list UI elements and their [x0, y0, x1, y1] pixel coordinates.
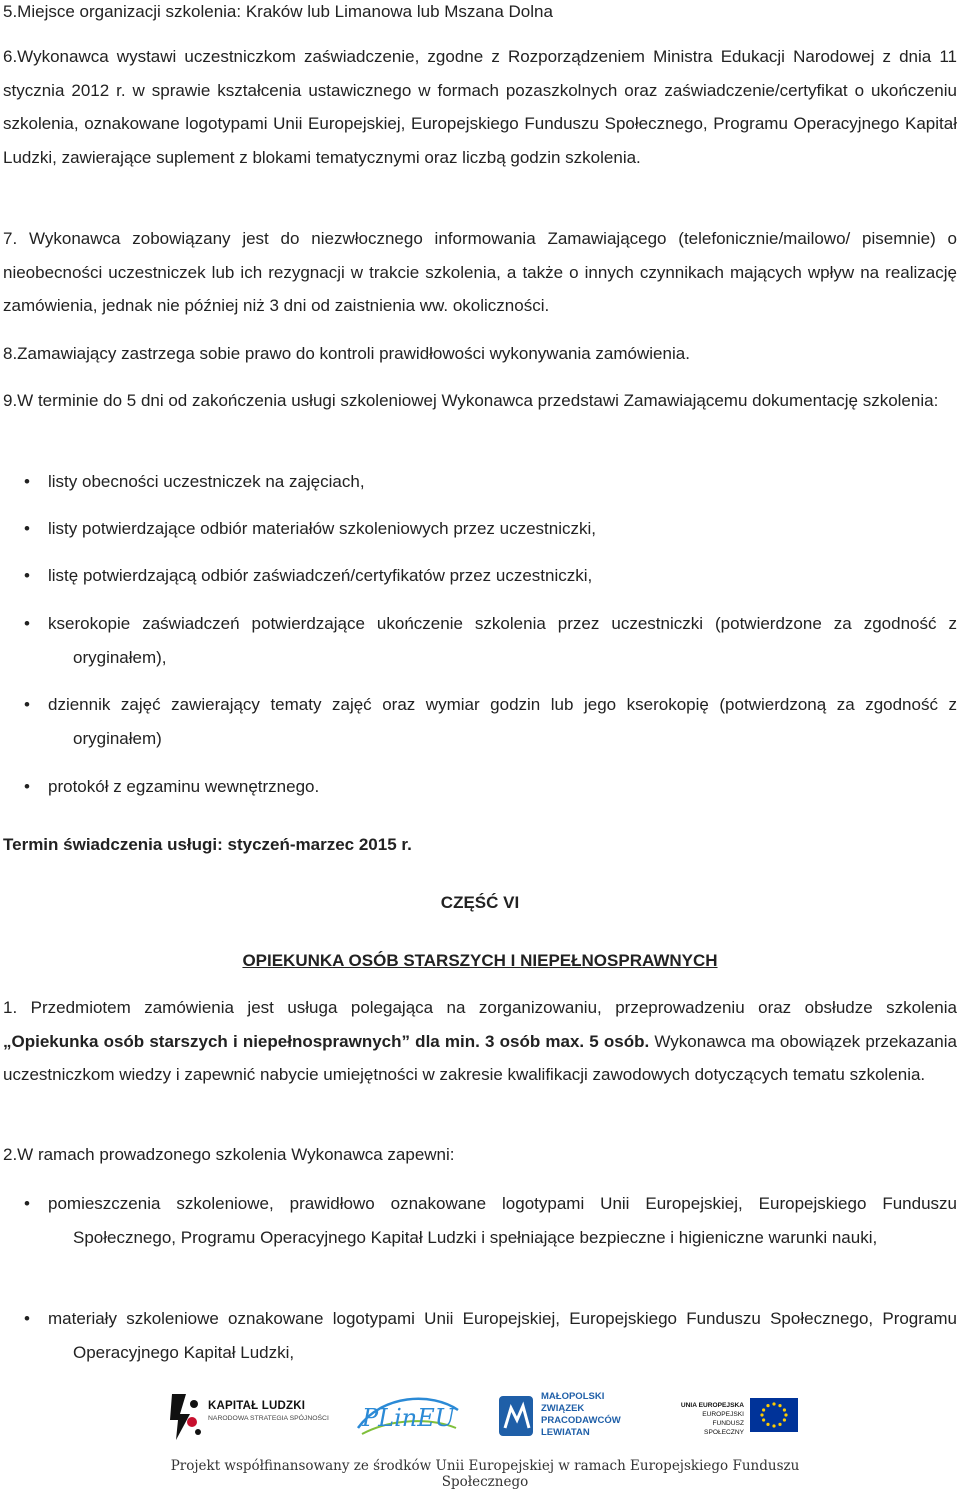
eu-line-1: UNIA EUROPEJSKA — [680, 1402, 744, 1409]
eu-line-3: FUNDUSZ SPOŁECZNY — [704, 1420, 744, 1436]
paragraph-5: 5.Miejsce organizacji szkolenia: Kraków lub Limanowa lub Mszana Dolna — [3, 2, 553, 21]
bullet-icon: • — [24, 695, 30, 714]
mzpl-emblem-icon — [497, 1394, 535, 1438]
bullet-icon: • — [24, 472, 30, 491]
bullet-icon: • — [24, 614, 30, 633]
plineu-logo — [352, 1388, 464, 1444]
list-item-text: dziennik zajęć zawierający tematy zajęć oraz wymiar godzin lub jego kserokopię (potwierdzoną za zgodność z oryginałem) — [48, 695, 957, 748]
list-item — [24, 1302, 957, 1369]
service-term: Termin świadczenia usługi: styczeń-marzec 2015 r. — [3, 835, 412, 854]
s1-text-a: 1. Przedmiotem zamówienia jest usługa polegająca na zorganizowaniu, przeprowadzeniu oraz obsłudze szkolenia — [3, 998, 957, 1017]
paragraph-7: 7. Wykonawca zobowiązany jest do niezwłocznego informowania Zamawiającego (telefonicznie/mailowo/ pisemnie) o nieobecności uczestniczek lub ich rezygnacji w trakcie szkolenia, a także o innych czynnikach mających wpływ na realizację zamówienia, jednak nie później niż 3 dni od zaistnienia ww. okoliczności. — [3, 229, 957, 315]
paragraph-9: 9.W terminie do 5 dni od zakończenia usługi szkoleniowej Wykonawca przedstawi Zamawiającemu dokumentację szkolenia: — [3, 391, 939, 410]
kapital-ludzki-logo — [168, 1388, 333, 1444]
list-item — [24, 688, 957, 755]
mzpl-line-2: ZWIĄZEK — [541, 1403, 585, 1414]
paragraph-6: 6.Wykonawca wystawi uczestniczkom zaświadczenie, zgodne z Rozporządzeniem Ministra Edukacji Narodowej z dnia 11 stycznia 2012 r. w sprawie kształcenia ustawicznego w formach pozaszkolnych oraz zaświadczenie/certyfikat o ukończeniu szkolenia, oznakowane logotypami Unii Europejskiej, Europejskiego Funduszu Społecznego, Programu Operacyjnego Kapitał Ludzki, zawierające suplement z blokami tematycznymi oraz liczbą godzin szkolenia. — [3, 47, 957, 167]
kapital-ludzki-subtitle: NARODOWA STRATEGIA SPÓJNOŚCI — [208, 1415, 329, 1422]
bullet-icon: • — [24, 1194, 30, 1213]
list-item-text: pomieszczenia szkoleniowe, prawidłowo oznakowane logotypami Unii Europejskiej, Europejskiego Funduszu Społecznego, Programu Operacyjnego Kapitał Ludzki i spełniające bezpieczne i higieniczne warunki nauki, — [48, 1194, 957, 1247]
plineu-wordmark: PLinEU — [362, 1404, 455, 1432]
footer-logos — [0, 1388, 960, 1446]
kapital-ludzki-emblem-icon — [168, 1392, 204, 1442]
list-item — [24, 512, 957, 546]
bullet-icon: • — [24, 777, 30, 796]
mzpl-line-4: LEWIATAN — [541, 1427, 590, 1438]
kapital-ludzki-title: KAPITAŁ LUDZKI — [208, 1400, 306, 1412]
bullet-icon: • — [24, 519, 30, 538]
mzpl-logo — [497, 1388, 637, 1444]
eu-flag-icon — [750, 1398, 798, 1432]
footer-text: Projekt współfinansowany ze środków Unii Europejskiej w ramach Europejskiego Funduszu Społecznego — [170, 1458, 800, 1490]
list-item — [24, 607, 957, 674]
mzpl-line-3: PRACODAWCÓW — [541, 1415, 621, 1426]
section-title: CZĘŚĆ VI — [440, 893, 520, 912]
paragraph-s1 — [3, 991, 957, 1092]
list-item-text: listę potwierdzającą odbiór zaświadczeń/certyfikatów przez uczestniczki, — [48, 566, 593, 585]
list-item-text: kserokopie zaświadczeń potwierdzające ukończenie szkolenia przez uczestniczki (potwierdzone za zgodność z oryginałem), — [48, 614, 957, 667]
list-item-text: protokół z egzaminu wewnętrznego. — [48, 777, 320, 796]
s1-text-c: Wykonawca ma obowiązek przekazania uczestniczkom wiedzy i zapewnić nabycie umiejętności w zakresie kwalifikacji zawodowych dotyczących tematu szkolenia. — [3, 1031, 957, 1084]
list-item-text: materiały szkoleniowe oznakowane logotypami Unii Europejskiej, Europejskiego Funduszu Społecznego, Programu Operacyjnego Kapitał Ludzki, — [48, 1309, 957, 1362]
list-item — [24, 1187, 957, 1254]
bullet-icon: • — [24, 1309, 30, 1328]
list-item-text: listy obecności uczestniczek na zajęciach, — [48, 472, 365, 491]
paragraph-8: 8.Zamawiający zastrzega sobie prawo do kontroli prawidłowości wykonywania zamówienia. — [3, 344, 690, 363]
eu-text — [672, 1401, 744, 1437]
paragraph-s2: 2.W ramach prowadzonego szkolenia Wykonawca zapewni: — [3, 1145, 455, 1164]
mzpl-line-1: MAŁOPOLSKI — [541, 1391, 605, 1402]
list-item-text: listy potwierdzające odbiór materiałów szkoleniowych przez uczestniczki, — [48, 519, 597, 538]
s1-text-bold: „Opiekunka osób starszych i niepełnosprawnych” dla min. 3 osób max. 5 osób. — [3, 1031, 650, 1051]
eu-line-2: EUROPEJSKI — [702, 1411, 744, 1418]
mzpl-text — [541, 1391, 621, 1439]
list-item — [24, 465, 957, 499]
list-item — [24, 559, 957, 593]
bullet-icon: • — [24, 566, 30, 585]
list-item — [24, 770, 957, 804]
section-subtitle: OPIEKUNKA OSÓB STARSZYCH I NIEPEŁNOSPRAWNYCH — [242, 951, 718, 970]
eu-efs-logo — [672, 1388, 802, 1444]
